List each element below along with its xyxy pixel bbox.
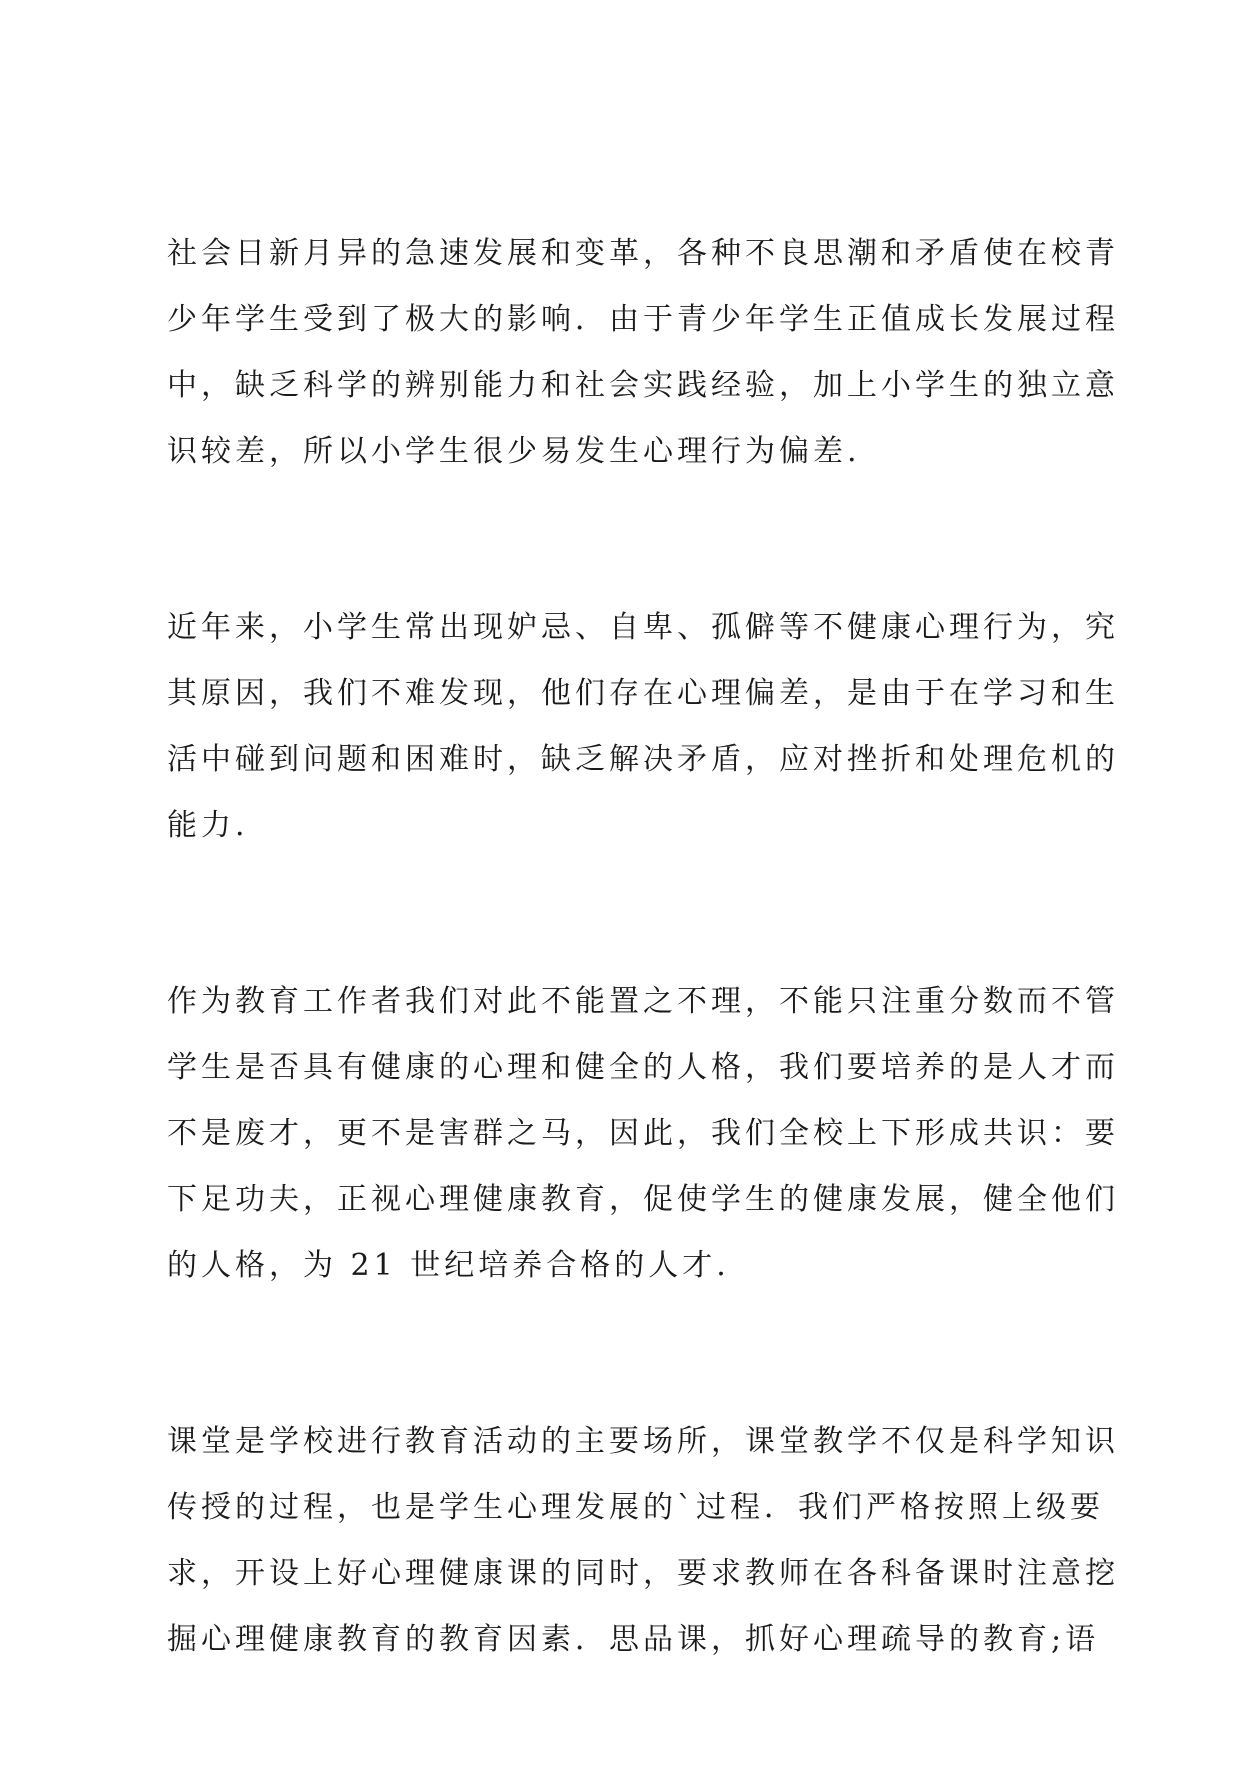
paragraph-line: 活中碰到问题和困难时，缺乏解决矛盾，应对挫折和处理危机的 bbox=[167, 742, 1119, 777]
paragraph-line: 求，开设上好心理健康课的同时，要求教师在各科备课时注意挖 bbox=[167, 1556, 1119, 1591]
paragraph-line: 不是废才，更不是害群之马，因此，我们全校上下形成共识：要 bbox=[167, 1116, 1119, 1151]
paragraph-4 bbox=[167, 1409, 1119, 1673]
paragraph-line: 下足功夫，正视心理健康教育，促使学生的健康发展，健全他们 bbox=[167, 1182, 1119, 1217]
paragraph-3 bbox=[167, 969, 1119, 1299]
paragraph-line: 识较差，所以小学生很少易发生心理行为偏差. bbox=[167, 434, 861, 469]
paragraph-line: 掘心理健康教育的教育因素．思品课，抓好心理疏导的教育;语 bbox=[167, 1622, 1100, 1657]
paragraph-line: 作为教育工作者我们对此不能置之不理，不能只注重分数而不管 bbox=[167, 984, 1119, 1019]
paragraph-line: 其原因，我们不难发现，他们存在心理偏差，是由于在学习和生 bbox=[167, 676, 1119, 711]
paragraph-2 bbox=[167, 595, 1119, 859]
document-body bbox=[167, 221, 1119, 1783]
paragraph-line: 学生是否具有健康的心理和健全的人格，我们要培养的是人才而 bbox=[167, 1050, 1119, 1085]
paragraph-line: 近年来，小学生常出现妒忌、自卑、孤僻等不健康心理行为，究 bbox=[167, 610, 1119, 645]
paragraph-line: 中，缺乏科学的辨别能力和社会实践经验，加上小学生的独立意 bbox=[167, 368, 1119, 403]
paragraph-line: 课堂是学校进行教育活动的主要场所，课堂教学不仅是科学知识 bbox=[167, 1424, 1119, 1459]
paragraph-line: 能力. bbox=[167, 808, 249, 843]
paragraph-1 bbox=[167, 221, 1119, 485]
paragraph-line: 少年学生受到了极大的影响．由于青少年学生正值成长发展过程 bbox=[167, 302, 1119, 337]
paragraph-line: 的人格，为 21 世纪培养合格的人才. bbox=[167, 1248, 730, 1283]
paragraph-line: 社会日新月异的急速发展和变革，各种不良思潮和矛盾使在校青 bbox=[167, 236, 1119, 271]
paragraph-line: 传授的过程，也是学生心理发展的`过程．我们严格按照上级要 bbox=[167, 1490, 1104, 1525]
